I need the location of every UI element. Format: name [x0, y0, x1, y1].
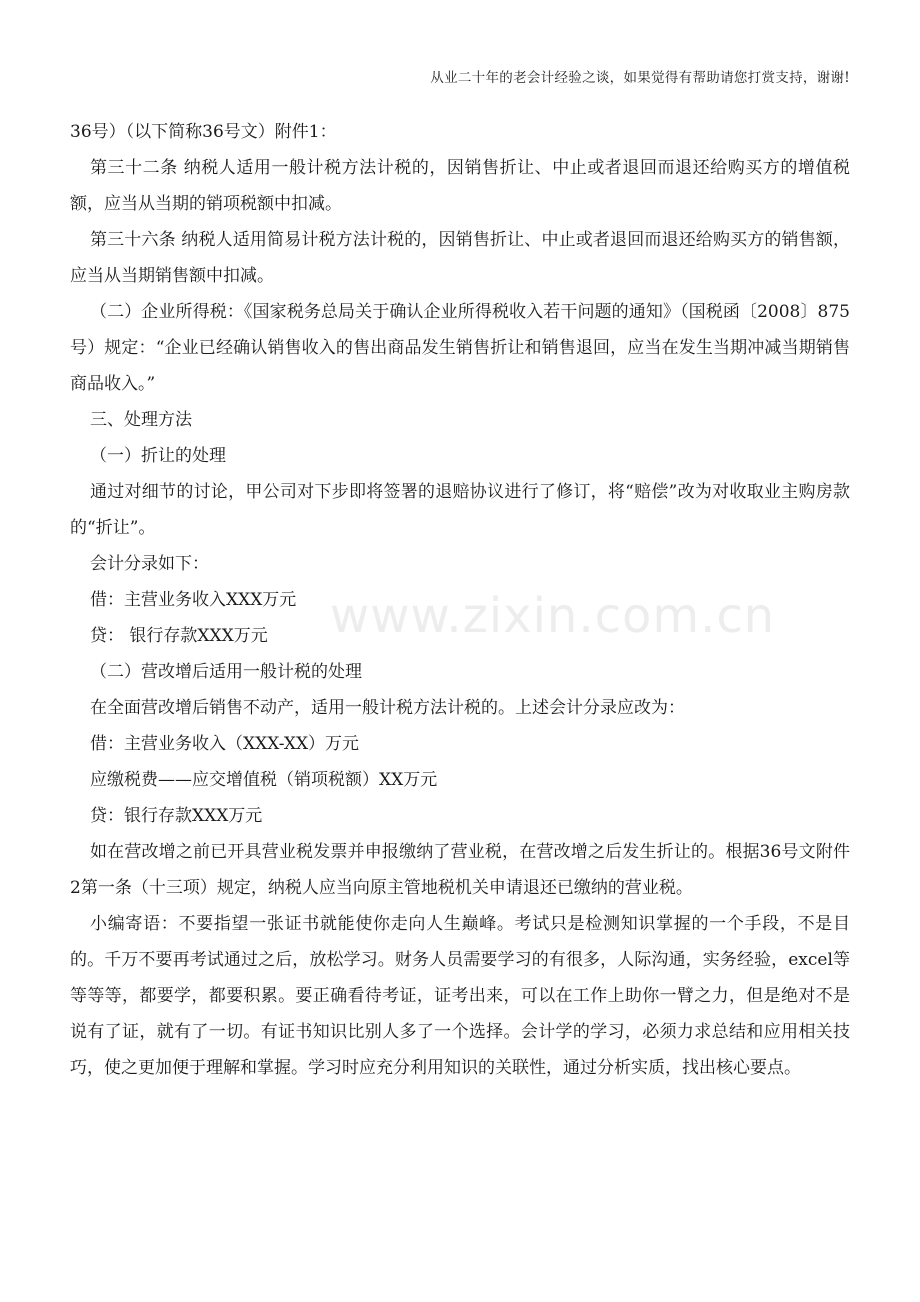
paragraph-article-32: 第三十二条 纳税人适用一般计税方法计税的，因销售折让、中止或者退回而退还给购买方的增值税额，应当从当期的销项税额中扣减。 — [70, 158, 850, 214]
document-body — [70, 114, 850, 1086]
paragraph-ref: 36号）（以下简称36号文）附件1： — [70, 122, 337, 142]
subheading-discount: （一）折让的处理 — [90, 446, 226, 466]
paragraph-vat-intro: 在全面营改增后销售不动产，适用一般计税方法计税的。上述会计分录应改为： — [90, 698, 685, 718]
paragraph-discussion: 通过对细节的讨论，甲公司对下步即将签署的退赔协议进行了修订，将“赔偿”改为对收取业主购房款的“折让”。 — [70, 482, 850, 538]
section-heading-method: 三、处理方法 — [90, 410, 192, 430]
subheading-vat: （二）营改增后适用一般计税的处理 — [90, 662, 362, 682]
entry-debit: 借：主营业务收入XXX万元 — [90, 590, 297, 610]
paragraph-refund: 如在营改增之前已开具营业税发票并申报缴纳了营业税，在营改增之后发生折让的。根据36号文附件2第一条（十三项）规定，纳税人应当向原主管地税机关申请退还已缴纳的营业税。 — [70, 842, 850, 898]
entry-credit: 贷： 银行存款XXX万元 — [90, 626, 268, 646]
entry-credit-vat: 贷：银行存款XXX万元 — [90, 806, 263, 826]
entry-debit-vat: 借：主营业务收入（XXX-XX）万元 — [90, 734, 360, 754]
paragraph-article-36: 第三十六条 纳税人适用简易计税方法计税的，因销售折让、中止或者退回而退还给购买方的销售额，应当从当期销售额中扣减。 — [70, 230, 850, 286]
paragraph-editor-note: 小编寄语：不要指望一张证书就能使你走向人生巅峰。考试只是检测知识掌握的一个手段，不是目的。千万不要再考试通过之后，放松学习。财务人员需要学习的有很多，人际沟通，实务经验，excel等等等等，都要学，都要积累。要正确看待考证，证考出来，可以在工作上助你一臂之力，但是绝对不是说有了证，就有了一切。有证书知识比别人多了一个选择。会计学的学习，必须力求总结和应用相关技巧，使之更加便于理解和掌握。学习时应充分利用知识的关联性，通过分析实质，找出核心要点。 — [70, 914, 850, 1078]
paragraph-entry-intro: 会计分录如下： — [90, 554, 209, 574]
header-note: 从业二十年的老会计经验之谈，如果觉得有帮助请您打赏支持，谢谢! — [430, 70, 850, 86]
watermark: www.zixin.com.cn — [330, 588, 776, 644]
paragraph-income-tax: （二）企业所得税：《国家税务总局关于确认企业所得税收入若干问题的通知》（国税函〔2008〕875号）规定：“企业已经确认销售收入的售出商品发生销售折让和销售退回，应当在发生当期冲减当期销售商品收入。” — [70, 302, 850, 394]
entry-tax-payable: 应缴税费——应交增值税（销项税额）XX万元 — [90, 770, 438, 790]
